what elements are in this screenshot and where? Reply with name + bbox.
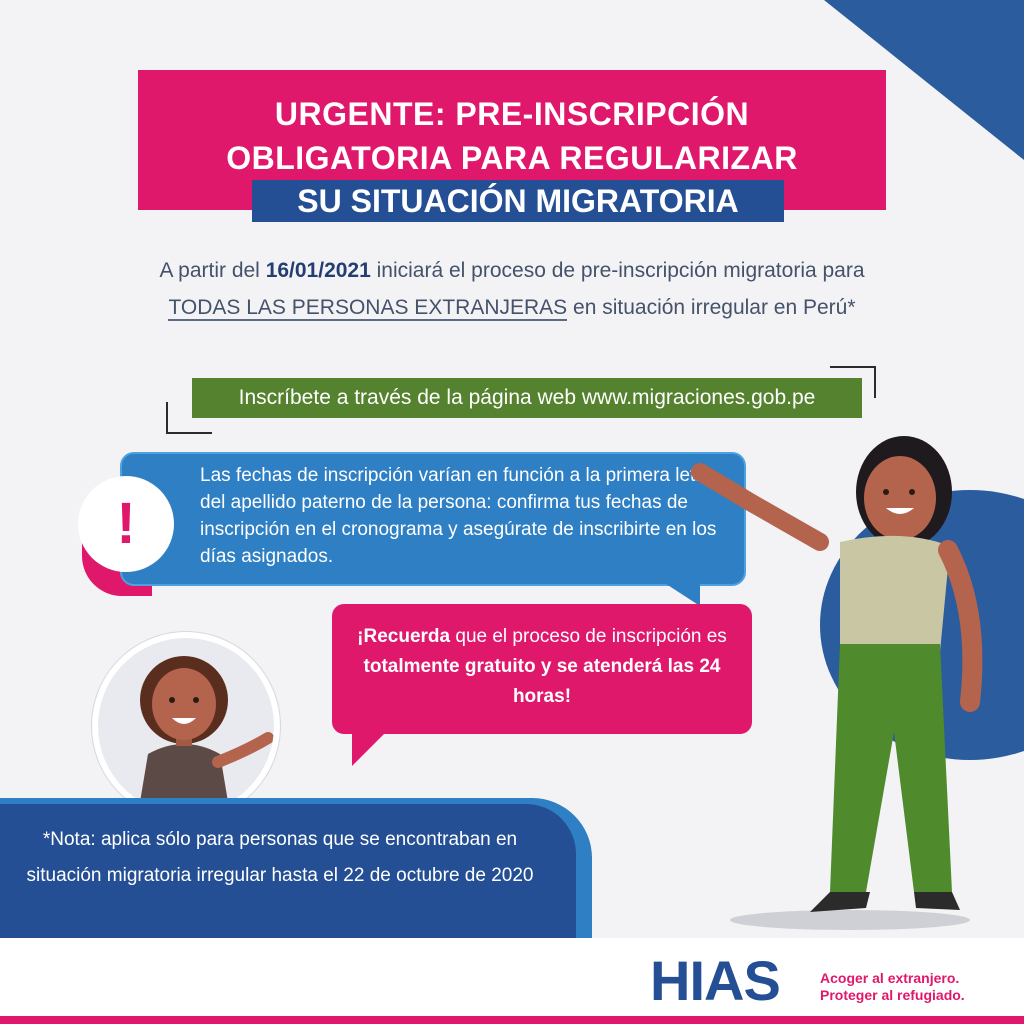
title-line-3: SU SITUACIÓN MIGRATORIA bbox=[297, 183, 739, 219]
intro-highlight: TODAS LAS PERSONAS EXTRANJERAS bbox=[168, 296, 568, 319]
woman-portrait-illustration bbox=[92, 632, 280, 820]
title-highlight bbox=[252, 180, 784, 222]
intro-text-1: A partir del bbox=[159, 259, 266, 282]
reminder-text-1: que el proceso de inscripción es bbox=[450, 626, 727, 647]
intro-text-3: en situación irregular en Perú* bbox=[567, 296, 856, 319]
hias-logo: HIAS bbox=[650, 949, 780, 1012]
tagline-line-2: Proteger al refugiado. bbox=[820, 987, 965, 1003]
dates-info-text: Las fechas de inscripción varían en función a la primera letra del apellido paterno de la persona: confirma tus fechas de inscripción en el cronograma y asegúrate de inscribirte en los días asignados. bbox=[200, 465, 717, 567]
title-line-2: OBLIGATORIA PARA REGULARIZAR bbox=[226, 140, 798, 176]
woman-pointing-illustration bbox=[690, 432, 990, 932]
reminder-bubble-tail bbox=[352, 732, 386, 766]
woman-avatar-icon bbox=[98, 638, 274, 814]
note-text: *Nota: aplica sólo para personas que se encontraban en situación migratoria irregular hasta el 22 de octubre de 2020 bbox=[26, 829, 534, 886]
tagline-line-1: Acoger al extranjero. bbox=[820, 970, 960, 986]
title-line-1: URGENTE: PRE-INSCRIPCIÓN bbox=[274, 96, 750, 132]
exclamation-mark: ! bbox=[116, 491, 136, 556]
footer-tagline bbox=[820, 970, 965, 1004]
reminder-bold-1: ¡Recuerda bbox=[357, 626, 451, 647]
intro-text-2: iniciará el proceso de pre-inscripción migratoria para bbox=[370, 259, 865, 282]
footer-accent-bar bbox=[0, 1016, 1024, 1024]
website-banner[interactable]: Inscríbete a través de la página web www.migraciones.gob.pe bbox=[192, 378, 862, 418]
alert-icon bbox=[78, 476, 174, 572]
reminder-bold-2: totalmente gratuito y se atenderá las 24 horas! bbox=[363, 656, 721, 707]
start-date: 16/01/2021 bbox=[265, 259, 371, 282]
reminder-text bbox=[340, 622, 744, 712]
intro-paragraph bbox=[150, 252, 874, 326]
